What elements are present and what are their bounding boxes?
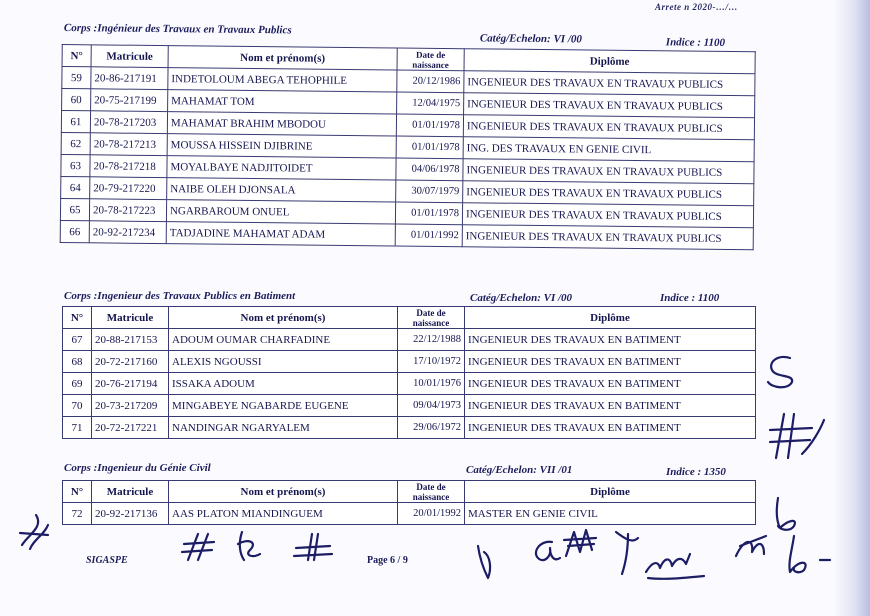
section-batiment [62, 290, 762, 450]
row-matricule: 20-86-217191 [91, 67, 168, 90]
signature-initials-2 [228, 528, 264, 566]
row-date-naissance: 20/12/1986 [397, 70, 464, 93]
table-header-row [63, 481, 756, 503]
table-row [63, 373, 756, 395]
row-date-naissance: 01/01/1992 [395, 224, 462, 247]
row-nom: NAIBE OLEH DJONSALA [167, 178, 396, 202]
row-diplome: INGENIEUR DES TRAVAUX EN TRAVAUX PUBLICS [462, 203, 753, 228]
row-diplome: INGENIEUR DES TRAVAUX EN TRAVAUX PUBLICS [464, 93, 755, 118]
indice-label: Indice : 1100 [665, 36, 726, 49]
header-matricule: Matricule [92, 307, 169, 329]
header-date-l1: Date de [416, 481, 446, 492]
row-number: 70 [63, 395, 92, 417]
indice-label: Indice : 1350 [666, 466, 726, 478]
header-num: N° [63, 307, 92, 329]
header-nom: Nom et prénom(s) [169, 481, 398, 503]
signature-initials-5 [528, 534, 562, 568]
header-date-l1: Date de [416, 49, 446, 60]
row-matricule: 20-88-217153 [92, 329, 169, 351]
row-diplome: MASTER EN GENIE CIVIL [465, 503, 756, 525]
row-date-naissance: 10/01/1976 [398, 373, 465, 395]
row-date-naissance: 29/06/1972 [398, 417, 465, 439]
row-matricule: 20-76-217194 [92, 373, 169, 395]
signature-initials-left [14, 505, 54, 555]
row-diplome: INGENIEUR DES TRAVAUX EN BATIMENT [465, 395, 756, 417]
row-diplome: INGENIEUR DES TRAVAUX EN TRAVAUX PUBLICS [463, 159, 754, 184]
row-number: 67 [63, 329, 92, 351]
header-matricule: Matricule [91, 45, 168, 68]
row-number: 62 [61, 132, 90, 154]
corps-label: Corps :Ingénieur des Travaux en Travaux Publics [63, 22, 292, 37]
row-diplome: INGENIEUR DES TRAVAUX EN TRAVAUX PUBLICS [463, 115, 754, 140]
row-matricule: 20-78-217218 [90, 155, 167, 178]
agents-table [62, 480, 756, 525]
row-number: 71 [63, 417, 92, 439]
categ-echelon: Catég/Echelon: VI /00 [479, 32, 582, 46]
row-diplome: INGENIEUR DES TRAVAUX EN BATIMENT [465, 373, 756, 395]
row-date-naissance: 12/04/1975 [397, 92, 464, 115]
row-date-naissance: 01/01/1978 [396, 114, 463, 137]
header-num: N° [63, 481, 92, 503]
header-diplome: Diplôme [465, 481, 756, 503]
row-diplome: INGENIEUR DES TRAVAUX EN BATIMENT [465, 351, 756, 373]
section-genie-civil [62, 462, 762, 542]
row-matricule: 20-78-217223 [89, 199, 166, 222]
agents-table [60, 44, 756, 250]
categ-echelon: Catég/Echelon: VII /01 [466, 464, 573, 476]
header-nom: Nom et prénom(s) [168, 46, 397, 70]
row-nom: MAHAMAT BRAHIM MBODOU [167, 112, 396, 136]
row-matricule: 20-72-217221 [92, 417, 169, 439]
row-diplome: INGENIEUR DES TRAVAUX EN BATIMENT [465, 417, 756, 439]
page-number: Page 6 / 9 [367, 555, 408, 566]
row-date-naissance: 01/01/1978 [395, 202, 462, 225]
signature-initials-margin-2 [762, 408, 832, 468]
header-diplome: Diplôme [465, 307, 756, 329]
table-row [63, 351, 756, 373]
header-date-l2: naissance [412, 59, 449, 70]
categ-echelon: Catég/Echelon: VI /00 [470, 292, 573, 304]
row-number: 61 [61, 111, 90, 133]
row-date-naissance: 04/06/1978 [396, 158, 463, 181]
row-number: 64 [61, 176, 90, 198]
row-nom: MAHAMAT TOM [168, 90, 397, 114]
row-nom: INDETOLOUM ABEGA TEHOPHILE [168, 68, 397, 92]
table-row [63, 417, 756, 439]
row-diplome: INGENIEUR DES TRAVAUX EN TRAVAUX PUBLICS [462, 225, 753, 250]
row-diplome: INGENIEUR DES TRAVAUX EN TRAVAUX PUBLICS [464, 71, 755, 96]
row-number: 60 [62, 89, 91, 111]
row-date-naissance: 22/12/1988 [398, 329, 465, 351]
table-row [63, 395, 756, 417]
row-matricule: 20-92-217136 [92, 503, 169, 525]
row-number: 66 [60, 220, 89, 242]
header-diplome: Diplôme [464, 49, 755, 74]
row-nom: MOYALBAYE NADJITOIDET [167, 156, 396, 180]
row-number: 69 [63, 373, 92, 395]
row-matricule: 20-92-217234 [89, 221, 166, 244]
section-travaux-publics [59, 22, 762, 279]
row-number: 68 [63, 351, 92, 373]
header-matricule: Matricule [92, 481, 169, 503]
top-reference-note: Arrete n 2020-…/… [655, 2, 739, 12]
signature-initials-1 [180, 530, 220, 566]
row-date-naissance: 17/10/1972 [398, 351, 465, 373]
row-nom: TADJADINE MAHAMAT ADAM [166, 222, 395, 246]
header-date [398, 481, 465, 503]
row-matricule: 20-78-217213 [90, 133, 167, 156]
header-nom: Nom et prénom(s) [169, 307, 398, 329]
indice-label: Indice : 1100 [660, 292, 720, 304]
row-matricule: 20-78-217203 [90, 111, 167, 134]
signature-initials-margin-3 [766, 492, 806, 534]
row-diplome: INGENIEUR DES TRAVAUX EN TRAVAUX PUBLICS [463, 181, 754, 206]
row-nom: ALEXIS NGOUSSI [169, 351, 398, 373]
agents-table [62, 306, 756, 439]
row-number: 72 [63, 503, 92, 525]
row-number: 63 [61, 154, 90, 176]
signature-initials-6 [560, 526, 600, 562]
header-date-l2: naissance [412, 317, 450, 328]
header-date-l1: Date de [416, 307, 446, 318]
signature-initials-10 [780, 530, 834, 578]
row-date-naissance: 30/07/1979 [396, 180, 463, 203]
row-nom: ISSAKA ADOUM [169, 373, 398, 395]
row-matricule: 20-72-217160 [92, 351, 169, 373]
row-date-naissance: 09/04/1973 [398, 395, 465, 417]
row-nom: MOUSSA HISSEIN DJIBRINE [167, 134, 396, 158]
signature-initials-8 [640, 536, 710, 582]
row-matricule: 20-75-217199 [91, 89, 168, 112]
row-matricule: 20-79-217220 [90, 177, 167, 200]
row-nom: AAS PLATON MIANDINGUEM [169, 503, 398, 525]
row-diplome: INGENIEUR DES TRAVAUX EN BATIMENT [465, 329, 756, 351]
signature-initials-3 [290, 530, 336, 566]
row-nom: NANDINGAR NGARYALEM [169, 417, 398, 439]
table-row [63, 329, 756, 351]
page-edge-shadow [832, 0, 870, 616]
row-diplome: ING. DES TRAVAUX EN GENIE CIVIL [463, 137, 754, 162]
row-date-naissance: 01/01/1978 [396, 136, 463, 159]
table-header-row [63, 307, 756, 329]
row-number: 65 [60, 198, 89, 220]
corps-label: Corps :Ingenieur du Génie Civil [64, 462, 211, 474]
signature-initials-4 [470, 540, 500, 582]
row-date-naissance: 20/01/1992 [398, 503, 465, 525]
signature-initials-9 [730, 528, 770, 564]
row-nom: ADOUM OUMAR CHARFADINE [169, 329, 398, 351]
row-nom: NGARBAROUM ONUEL [166, 200, 395, 224]
corps-label: Corps :Ingenieur des Travaux Publics en Batiment [64, 290, 296, 302]
row-nom: MINGABEYE NGABARDE EUGENE [169, 395, 398, 417]
header-date-l2: naissance [412, 491, 450, 502]
row-number: 59 [62, 67, 91, 89]
header-num: N° [62, 45, 91, 67]
signature-initials-margin-1 [760, 350, 804, 394]
header-date [398, 307, 465, 329]
table-row [63, 503, 756, 525]
row-matricule: 20-73-217209 [92, 395, 169, 417]
header-date [397, 48, 464, 71]
footer-system-name: SIGASPE [86, 555, 128, 566]
